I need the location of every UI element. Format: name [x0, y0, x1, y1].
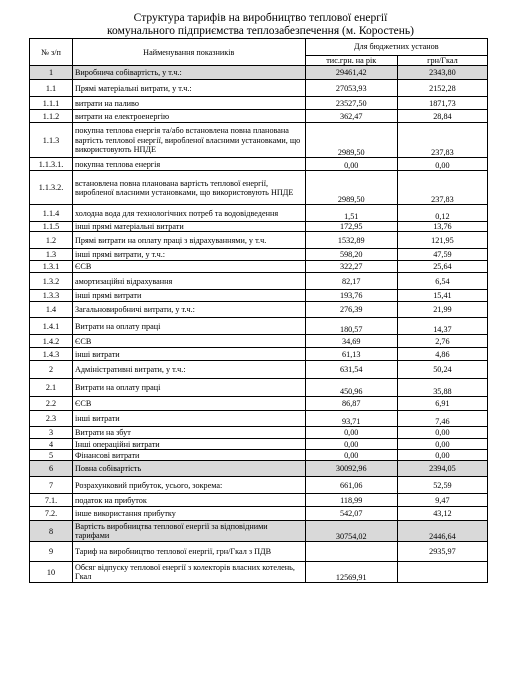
row-value-uah-per-gcal: 2394,05	[397, 461, 487, 477]
row-number: 1.2	[30, 232, 73, 249]
table-row	[30, 461, 488, 477]
row-number: 2.1	[30, 379, 73, 397]
row-number: 7.2.	[30, 507, 73, 521]
table-row	[30, 494, 488, 507]
table-row	[30, 290, 488, 302]
row-number: 1.1.3.2.	[30, 171, 73, 205]
row-name: Прямі матеріальні витрати, у т.ч.:	[72, 80, 305, 97]
table-row	[30, 348, 488, 361]
row-name: Інші операційні витрати	[72, 439, 305, 450]
table-row	[30, 507, 488, 521]
header-group: Для бюджетних установ	[305, 39, 487, 56]
row-name: Адміністративні витрати, у т.ч.:	[72, 361, 305, 379]
row-number: 1.3.2	[30, 273, 73, 290]
table-row	[30, 318, 488, 335]
row-name: Витрати на оплату праці	[72, 318, 305, 335]
row-value-uah-per-gcal: 237,83	[397, 171, 487, 205]
row-value-uah-per-gcal: 4,86	[397, 348, 487, 361]
table-row	[30, 110, 488, 123]
row-value-thousand-uah: 362,47	[305, 110, 397, 123]
row-number: 4	[30, 439, 73, 450]
row-name: Прямі витрати на оплату праці з відрахуваннями, у т.ч.	[72, 232, 305, 249]
row-value-uah-per-gcal: 14,37	[397, 318, 487, 335]
row-value-uah-per-gcal: 2935,97	[397, 542, 487, 562]
row-value-uah-per-gcal: 28,84	[397, 110, 487, 123]
row-value-uah-per-gcal: 1871,73	[397, 97, 487, 110]
table-row	[30, 171, 488, 205]
row-value-thousand-uah: 61,13	[305, 348, 397, 361]
row-name: ЄСВ	[72, 335, 305, 348]
row-name: Вартість виробництва теплової енергії за відповідними тарифами	[72, 521, 305, 542]
table-row	[30, 361, 488, 379]
row-number: 1.1.2	[30, 110, 73, 123]
row-value-thousand-uah: 0,00	[305, 427, 397, 439]
row-value-thousand-uah: 322,27	[305, 261, 397, 273]
table-row	[30, 562, 488, 583]
row-number: 7.1.	[30, 494, 73, 507]
row-value-thousand-uah: 193,76	[305, 290, 397, 302]
row-name: встановлена повна планована вартість теплової енергії, виробленої власними установками, що використовують НПДЕ	[72, 171, 305, 205]
row-value-thousand-uah: 542,07	[305, 507, 397, 521]
row-number: 3	[30, 427, 73, 439]
row-value-uah-per-gcal: 47,59	[397, 249, 487, 261]
row-value-uah-per-gcal: 2343,80	[397, 66, 487, 80]
row-number: 1.1.1	[30, 97, 73, 110]
row-number: 1.1.3.1.	[30, 158, 73, 171]
row-number: 1.1.5	[30, 222, 73, 232]
table-row	[30, 335, 488, 348]
row-name: Фінансові витрати	[72, 450, 305, 461]
row-name: Розрахунковий прибуток, усього, зокрема:	[72, 477, 305, 494]
row-number: 1.4.1	[30, 318, 73, 335]
row-value-thousand-uah: 276,39	[305, 302, 397, 318]
table-row	[30, 411, 488, 427]
row-number: 1.4.3	[30, 348, 73, 361]
row-name: інші витрати	[72, 411, 305, 427]
row-name: витрати на електроенергію	[72, 110, 305, 123]
row-value-uah-per-gcal	[397, 562, 487, 583]
tariff-table	[29, 38, 488, 583]
row-number: 1	[30, 66, 73, 80]
row-value-uah-per-gcal: 25,64	[397, 261, 487, 273]
row-name: Витрати на збут	[72, 427, 305, 439]
row-value-thousand-uah: 30092,96	[305, 461, 397, 477]
row-value-thousand-uah: 34,69	[305, 335, 397, 348]
row-value-uah-per-gcal: 0,00	[397, 427, 487, 439]
row-value-uah-per-gcal: 0,00	[397, 450, 487, 461]
table-row	[30, 123, 488, 158]
row-value-uah-per-gcal: 7,46	[397, 411, 487, 427]
row-value-thousand-uah: 1532,89	[305, 232, 397, 249]
row-number: 1.3.1	[30, 261, 73, 273]
table-row	[30, 397, 488, 411]
row-value-thousand-uah: 86,87	[305, 397, 397, 411]
row-value-uah-per-gcal: 2446,64	[397, 521, 487, 542]
row-value-thousand-uah: 82,17	[305, 273, 397, 290]
row-name: покупна теплова енергія	[72, 158, 305, 171]
row-value-thousand-uah: 2989,50	[305, 171, 397, 205]
row-value-uah-per-gcal: 6,54	[397, 273, 487, 290]
row-number: 7	[30, 477, 73, 494]
row-name: інші прямі витрати	[72, 290, 305, 302]
row-name: Виробнича собівартість, у т.ч.:	[72, 66, 305, 80]
row-value-thousand-uah: 172,95	[305, 222, 397, 232]
row-number: 1.4.2	[30, 335, 73, 348]
table-row	[30, 379, 488, 397]
row-value-thousand-uah: 12569,91	[305, 562, 397, 583]
row-value-thousand-uah: 23527,50	[305, 97, 397, 110]
table-row	[30, 261, 488, 273]
table-header-row	[30, 39, 488, 56]
row-name: Загальновиробничі витрати, у т.ч.:	[72, 302, 305, 318]
row-name: інші витрати	[72, 348, 305, 361]
row-number: 10	[30, 562, 73, 583]
row-value-uah-per-gcal: 0,12	[397, 205, 487, 222]
row-value-thousand-uah: 598,20	[305, 249, 397, 261]
table-row	[30, 249, 488, 261]
row-value-thousand-uah: 30754,02	[305, 521, 397, 542]
row-number: 2	[30, 361, 73, 379]
row-name: ЄСВ	[72, 397, 305, 411]
table-row	[30, 273, 488, 290]
table-row	[30, 302, 488, 318]
table-row	[30, 158, 488, 171]
row-value-uah-per-gcal: 21,99	[397, 302, 487, 318]
header-number: № з/п	[30, 39, 73, 66]
row-name: інші прямі витрати, у т.ч.:	[72, 249, 305, 261]
row-name: Повна собівартість	[72, 461, 305, 477]
header-name: Найменування показників	[72, 39, 305, 66]
row-value-thousand-uah	[305, 542, 397, 562]
row-number: 2.3	[30, 411, 73, 427]
row-number: 1.1	[30, 80, 73, 97]
row-value-thousand-uah: 0,00	[305, 450, 397, 461]
header-thousand-uah: тис.грн. на рік	[305, 56, 397, 66]
row-number: 1.3	[30, 249, 73, 261]
row-number: 1.1.3	[30, 123, 73, 158]
row-name: Витрати на оплату праці	[72, 379, 305, 397]
row-name: Обсяг відпуску теплової енергії з колекторів власних котелень, Гкал	[72, 562, 305, 583]
row-value-uah-per-gcal: 9,47	[397, 494, 487, 507]
table-row	[30, 97, 488, 110]
row-name: ЄСВ	[72, 261, 305, 273]
row-value-thousand-uah: 450,96	[305, 379, 397, 397]
table-row	[30, 66, 488, 80]
table-row	[30, 427, 488, 439]
table-row	[30, 521, 488, 542]
table-row	[30, 80, 488, 97]
row-value-uah-per-gcal: 0,00	[397, 158, 487, 171]
row-value-uah-per-gcal: 237,83	[397, 123, 487, 158]
row-name: податок на прибуток	[72, 494, 305, 507]
table-row	[30, 222, 488, 232]
row-value-thousand-uah: 29461,42	[305, 66, 397, 80]
row-value-thousand-uah: 118,99	[305, 494, 397, 507]
row-value-thousand-uah: 631,54	[305, 361, 397, 379]
row-number: 1.3.3	[30, 290, 73, 302]
row-number: 1.1.4	[30, 205, 73, 222]
row-value-uah-per-gcal: 15,41	[397, 290, 487, 302]
row-value-uah-per-gcal: 35,88	[397, 379, 487, 397]
row-number: 6	[30, 461, 73, 477]
document-title	[0, 12, 521, 38]
row-value-uah-per-gcal: 50,24	[397, 361, 487, 379]
title-line-2: комунального підприємства теплозабезпечення (м. Коростень)	[107, 25, 414, 37]
row-value-thousand-uah: 93,71	[305, 411, 397, 427]
row-number: 8	[30, 521, 73, 542]
table-row	[30, 232, 488, 249]
row-number: 9	[30, 542, 73, 562]
row-name: холодна вода для технологічних потреб та водовідведення	[72, 205, 305, 222]
row-value-thousand-uah: 27053,93	[305, 80, 397, 97]
row-value-uah-per-gcal: 43,12	[397, 507, 487, 521]
row-value-thousand-uah: 1,51	[305, 205, 397, 222]
table-body	[30, 66, 488, 583]
row-value-uah-per-gcal: 2,76	[397, 335, 487, 348]
table-row	[30, 439, 488, 450]
row-name: інше використання прибутку	[72, 507, 305, 521]
row-value-thousand-uah: 0,00	[305, 158, 397, 171]
row-number: 1.4	[30, 302, 73, 318]
row-value-uah-per-gcal: 2152,28	[397, 80, 487, 97]
table-row	[30, 542, 488, 562]
row-value-uah-per-gcal: 121,95	[397, 232, 487, 249]
row-name: Тариф на виробництво теплової енергії, грн/Гкал з ПДВ	[72, 542, 305, 562]
title-line-1: Структура тарифів на виробництво теплової енергії	[133, 12, 388, 24]
row-number: 5	[30, 450, 73, 461]
row-value-uah-per-gcal: 13,76	[397, 222, 487, 232]
row-name: витрати на паливо	[72, 97, 305, 110]
row-name: амортизаційні відрахування	[72, 273, 305, 290]
row-number: 2.2	[30, 397, 73, 411]
row-value-uah-per-gcal: 6,91	[397, 397, 487, 411]
table-row	[30, 450, 488, 461]
row-value-uah-per-gcal: 52,59	[397, 477, 487, 494]
row-value-thousand-uah: 2989,50	[305, 123, 397, 158]
row-name: покупна теплова енергія та/або встановлена повна планована вартість теплової енергії, виробленої власними установками, що використовують НПДЕ	[72, 123, 305, 158]
row-value-thousand-uah: 180,57	[305, 318, 397, 335]
row-name: інші прямі матеріальні витрати	[72, 222, 305, 232]
row-value-uah-per-gcal: 0,00	[397, 439, 487, 450]
row-value-thousand-uah: 661,06	[305, 477, 397, 494]
table-row	[30, 205, 488, 222]
row-value-thousand-uah: 0,00	[305, 439, 397, 450]
table-row	[30, 477, 488, 494]
header-uah-per-gcal: грн/Гкал	[397, 56, 487, 66]
